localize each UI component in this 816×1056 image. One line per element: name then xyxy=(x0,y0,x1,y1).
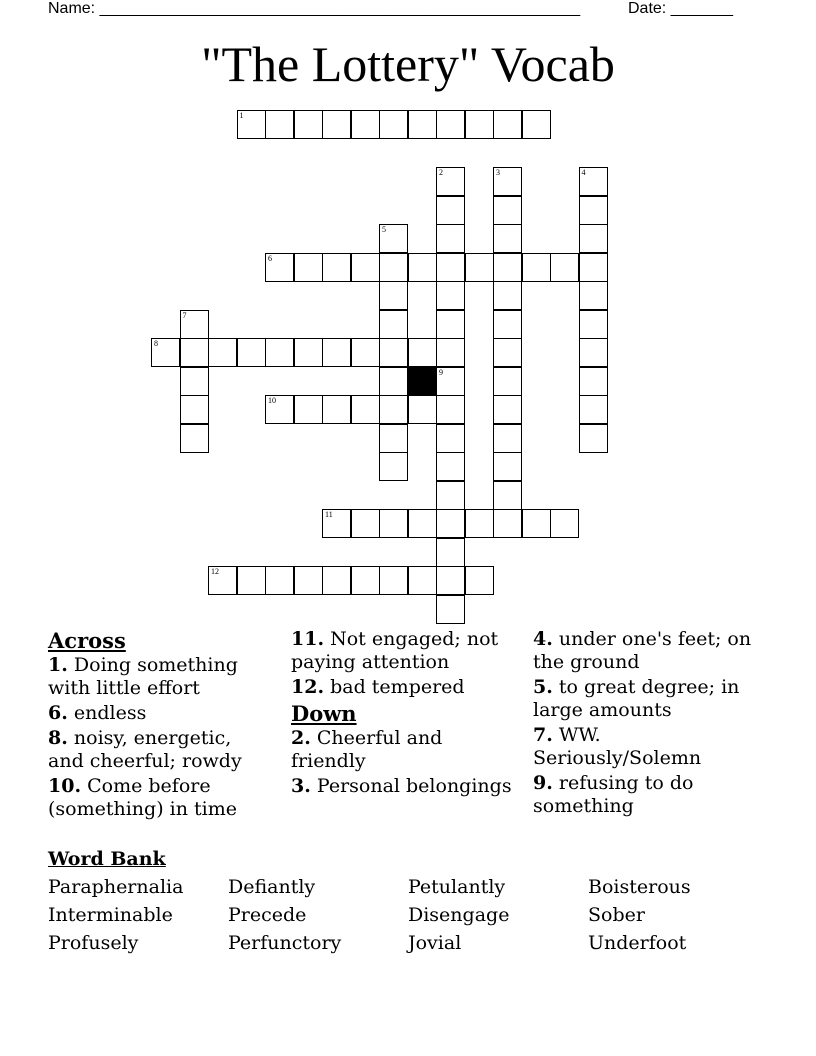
crossword-cell[interactable] xyxy=(237,110,266,139)
crossword-cell[interactable] xyxy=(294,566,323,595)
page-title: "The Lottery" Vocab xyxy=(201,36,615,92)
crossword-cell[interactable] xyxy=(408,338,437,367)
word-bank-item: Jovial xyxy=(408,932,462,954)
crossword-cell[interactable] xyxy=(579,281,608,310)
clue-number: 4 xyxy=(581,168,586,177)
black-cell xyxy=(408,367,437,396)
crossword-cell[interactable] xyxy=(208,566,237,595)
crossword-cell[interactable] xyxy=(180,424,209,453)
crossword-cell[interactable] xyxy=(579,338,608,367)
crossword-cell[interactable] xyxy=(379,253,408,282)
crossword-cell[interactable] xyxy=(151,338,180,367)
crossword-cell[interactable] xyxy=(408,253,437,282)
clue-number: 5 xyxy=(382,225,386,234)
word-bank-item: Paraphernalia xyxy=(48,876,184,898)
clues-column-3 xyxy=(533,628,758,820)
crossword-cell[interactable] xyxy=(351,509,380,538)
crossword-cell[interactable] xyxy=(265,566,294,595)
crossword-cell[interactable] xyxy=(493,481,522,510)
word-bank-item: Profusely xyxy=(48,932,139,954)
crossword-cell[interactable] xyxy=(436,509,465,538)
crossword-cell[interactable] xyxy=(579,367,608,396)
clue-down-4: 4. under one's feet; on the ground xyxy=(533,628,752,673)
crossword-cell[interactable] xyxy=(579,395,608,424)
clue-down-3: 3. Personal belongings xyxy=(291,775,512,797)
crossword-cell[interactable] xyxy=(208,338,237,367)
crossword-cell[interactable] xyxy=(180,310,209,339)
clue-across-1: 1. Doing something with little effort xyxy=(48,654,238,699)
crossword-cell[interactable] xyxy=(237,566,266,595)
crossword-cell[interactable] xyxy=(379,367,408,396)
crossword-cell[interactable] xyxy=(265,253,294,282)
clue-number: 3 xyxy=(496,168,500,177)
crossword-cell[interactable] xyxy=(579,224,608,253)
crossword-cell[interactable] xyxy=(436,224,465,253)
crossword-cell[interactable] xyxy=(379,110,408,139)
crossword-cell[interactable] xyxy=(579,196,608,225)
crossword-cell[interactable] xyxy=(493,253,522,282)
crossword-cell[interactable] xyxy=(436,424,465,453)
crossword-cell[interactable] xyxy=(237,338,266,367)
crossword-cell[interactable] xyxy=(579,253,608,282)
crossword-cell[interactable] xyxy=(351,566,380,595)
clue-number: 9 xyxy=(439,367,443,377)
crossword-cell[interactable] xyxy=(493,395,522,424)
crossword-cell[interactable] xyxy=(180,338,209,367)
crossword-cell[interactable] xyxy=(294,110,323,139)
crossword-cell[interactable] xyxy=(436,538,465,567)
crossword-cell[interactable] xyxy=(550,509,579,538)
crossword-cell[interactable] xyxy=(379,452,408,481)
clue-across-8: 8. noisy, energetic, and cheerful; rowdy xyxy=(48,727,242,772)
word-bank-item: Sober xyxy=(588,904,645,926)
crossword-cell[interactable] xyxy=(379,566,408,595)
crossword-cell[interactable] xyxy=(351,395,380,424)
crossword-cell[interactable] xyxy=(493,167,522,196)
crossword-cell[interactable] xyxy=(436,196,465,225)
crossword-cell[interactable] xyxy=(379,310,408,339)
clue-down-5: 5. to great degree; in large amounts xyxy=(533,676,740,721)
crossword-cell[interactable] xyxy=(436,481,465,510)
word-bank-item: Precede xyxy=(228,904,307,926)
crossword-cell[interactable] xyxy=(436,281,465,310)
clue-across-11: 11. Not engaged; not paying attention xyxy=(291,628,499,673)
crossword-cell[interactable] xyxy=(180,395,209,424)
crossword-cell[interactable] xyxy=(465,110,494,139)
crossword-cell[interactable] xyxy=(436,452,465,481)
crossword-cell[interactable] xyxy=(579,167,608,196)
crossword-cell[interactable] xyxy=(493,196,522,225)
word-bank-title: Word Bank xyxy=(48,848,166,870)
crossword-cell[interactable] xyxy=(351,253,380,282)
crossword-cell[interactable] xyxy=(465,509,494,538)
crossword-cell[interactable] xyxy=(294,253,323,282)
crossword-cell[interactable] xyxy=(322,338,351,367)
clue-down-7: 7. WW. Seriously/Solemn xyxy=(533,724,702,769)
crossword-cell[interactable] xyxy=(322,395,351,424)
down-heading: Down xyxy=(291,701,357,726)
clue-down-9: 9. refusing to do something xyxy=(533,772,694,817)
crossword-cell[interactable] xyxy=(493,367,522,396)
clue-number: 12 xyxy=(211,567,219,576)
crossword-cell[interactable] xyxy=(465,566,494,595)
crossword-cell[interactable] xyxy=(379,224,408,253)
crossword-cell[interactable] xyxy=(436,595,465,624)
clue-number: 8 xyxy=(154,339,158,348)
name-field: Name: ______________________________________________________ xyxy=(48,0,581,17)
clues-column-2 xyxy=(291,628,516,800)
clue-across-10: 10. Come before (something) in time xyxy=(48,775,237,820)
clues-column-1 xyxy=(48,628,273,823)
clue-number: 11 xyxy=(325,510,333,519)
crossword-cell[interactable] xyxy=(379,338,408,367)
crossword-cell[interactable] xyxy=(550,253,579,282)
date-field: Date: _______ xyxy=(628,0,733,17)
word-bank-item: Perfunctory xyxy=(228,932,342,954)
clue-across-12: 12. bad tempered xyxy=(291,676,465,698)
crossword-cell[interactable] xyxy=(379,509,408,538)
clue-down-2: 2. Cheerful and friendly xyxy=(291,727,443,772)
crossword-cell[interactable] xyxy=(579,424,608,453)
crossword-cell[interactable] xyxy=(436,566,465,595)
clue-number: 1 xyxy=(239,111,244,120)
crossword-cell[interactable] xyxy=(265,110,294,139)
word-bank-item: Interminable xyxy=(48,904,173,926)
word-bank xyxy=(48,846,778,954)
crossword-cell[interactable] xyxy=(265,395,294,424)
crossword-cell[interactable] xyxy=(294,338,323,367)
clue-number: 7 xyxy=(182,310,187,320)
crossword-cell[interactable] xyxy=(493,424,522,453)
crossword-cell[interactable] xyxy=(579,310,608,339)
word-bank-item: Underfoot xyxy=(588,932,687,954)
crossword-cell[interactable] xyxy=(436,338,465,367)
clue-number: 2 xyxy=(439,168,443,177)
crossword-cell[interactable] xyxy=(379,424,408,453)
crossword-cell[interactable] xyxy=(493,310,522,339)
word-bank-item: Defiantly xyxy=(228,876,316,898)
crossword-cell[interactable] xyxy=(351,338,380,367)
clue-number: 10 xyxy=(268,396,276,405)
crossword-cell[interactable] xyxy=(322,566,351,595)
crossword-cell[interactable] xyxy=(351,110,380,139)
word-bank-list xyxy=(48,876,778,954)
crossword-cell[interactable] xyxy=(436,167,465,196)
clue-number: 6 xyxy=(268,253,272,263)
crossword-cell[interactable] xyxy=(493,509,522,538)
crossword-cell[interactable] xyxy=(322,110,351,139)
crossword-cell[interactable] xyxy=(493,281,522,310)
crossword-cell[interactable] xyxy=(379,395,408,424)
word-bank-item: Petulantly xyxy=(408,876,506,898)
crossword-cell[interactable] xyxy=(379,281,408,310)
crossword-cell[interactable] xyxy=(493,452,522,481)
crossword-cell[interactable] xyxy=(294,395,323,424)
crossword-cell[interactable] xyxy=(436,367,465,396)
across-heading: Across xyxy=(48,628,126,653)
crossword-cell[interactable] xyxy=(408,566,437,595)
clue-across-6: 6. endless xyxy=(48,702,147,724)
crossword-cell[interactable] xyxy=(408,395,437,424)
crossword-cell[interactable] xyxy=(522,509,551,538)
crossword-cell[interactable] xyxy=(493,224,522,253)
crossword-cell[interactable] xyxy=(522,110,551,139)
crossword-cell[interactable] xyxy=(436,310,465,339)
crossword-cell[interactable] xyxy=(180,367,209,396)
word-bank-item: Disengage xyxy=(408,904,510,926)
crossword-cell[interactable] xyxy=(522,253,551,282)
crossword-cell[interactable] xyxy=(436,395,465,424)
crossword-cell[interactable] xyxy=(436,110,465,139)
crossword-cell[interactable] xyxy=(465,253,494,282)
word-bank-item: Boisterous xyxy=(588,876,691,898)
crossword-cell[interactable] xyxy=(265,338,294,367)
crossword-cell[interactable] xyxy=(493,110,522,139)
crossword-cell[interactable] xyxy=(322,509,351,538)
crossword-cell[interactable] xyxy=(436,253,465,282)
crossword-cell[interactable] xyxy=(408,509,437,538)
crossword-cell[interactable] xyxy=(408,110,437,139)
crossword-cell[interactable] xyxy=(493,338,522,367)
crossword-cell[interactable] xyxy=(322,253,351,282)
